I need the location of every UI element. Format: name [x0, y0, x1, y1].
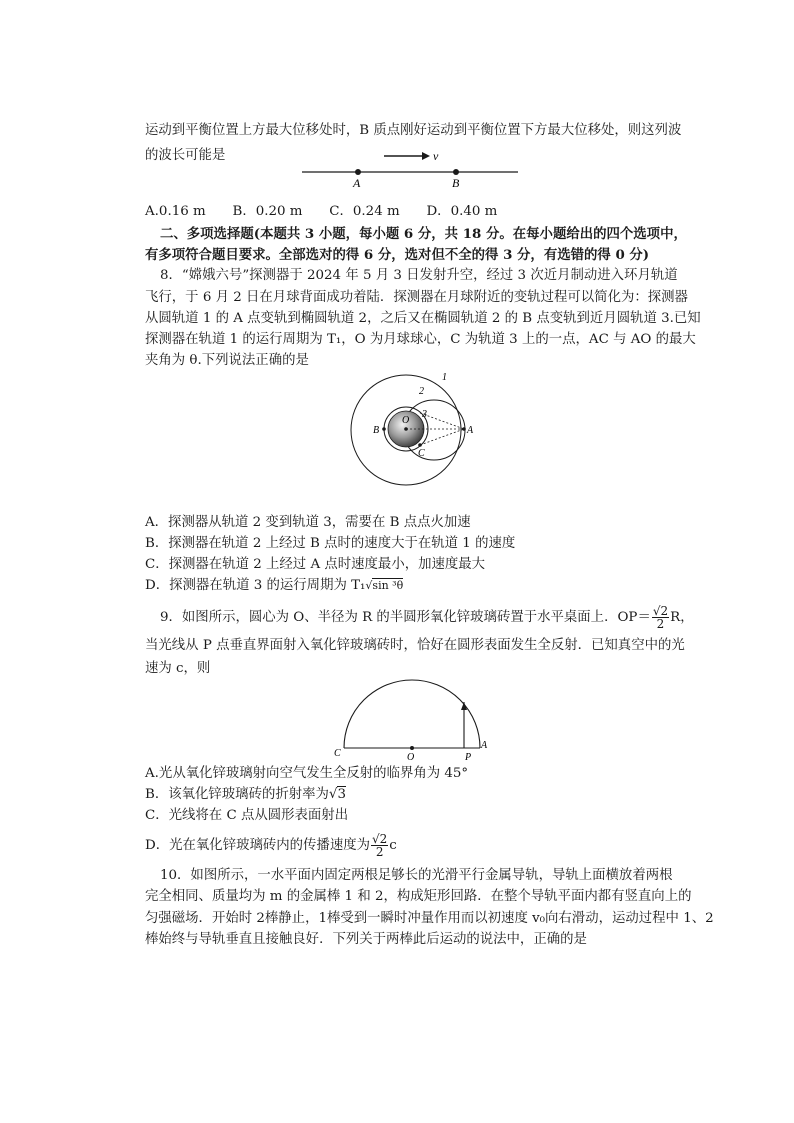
point-a-label: A — [353, 176, 361, 190]
q9-option-b-text: B．该氧化锌玻璃砖的折射率为 — [145, 787, 329, 802]
q8-option-d-radicand: sin ³θ — [372, 579, 404, 592]
q7-options: A.0.16 m B．0.20 m C．0.24 m D．0.40 m — [145, 204, 498, 219]
q10-stem-line-1: 10．如图所示，一水平面内固定两根足够长的光滑平行金属导轨，导轨上面横放着两根 — [160, 868, 673, 883]
point-b-label: B — [452, 176, 460, 190]
q7-stem-line-1: 运动到平衡位置上方最大位移处时，B 质点刚好运动到平衡位置下方最大位移处，则这列波 — [145, 123, 682, 138]
q10-stem-line-2: 完全相同、质量均为 m 的金属棒 1 和 2，构成矩形回路．在整个导轨平面内都有竖直向上的 — [145, 889, 692, 904]
velocity-label: v — [433, 149, 439, 163]
q9-fraction-numerator: √2 — [652, 604, 669, 618]
q9-option-d-fraction — [371, 833, 388, 858]
point-b-label: B — [373, 425, 380, 436]
q10-stem-line-3: 匀强磁场．开始时 2棒静止，1棒受到一瞬时冲量作用而以初速度 v₀向右滑动，运动过程中 1、2 — [145, 911, 714, 926]
q7-stem-line-2: 的波长可能是 — [145, 148, 226, 163]
center-o-dot — [410, 746, 414, 750]
point-a-label: A — [467, 425, 474, 436]
semicircle-figure — [330, 678, 490, 762]
point-a-dot — [355, 169, 361, 175]
orbit-3-label: 3 — [422, 409, 427, 420]
q9-option-b: B．该氧化锌玻璃砖的折射率为√3 — [145, 787, 346, 802]
point-p-label: P — [465, 752, 472, 762]
q9-option-a: A.光从氧化锌玻璃射向空气发生全反射的临界角为 45° — [145, 766, 469, 781]
q8-option-c: C．探测器在轨道 2 上经过 A 点时速度最小，加速度最大 — [145, 557, 486, 572]
point-b-dot — [453, 169, 459, 175]
q8-stem-line-4: 探测器在轨道 1 的运行周期为 T₁，O 为月球球心，C 为轨道 3 上的一点，AC 与 AO 的最大 — [145, 332, 696, 347]
q9-stem-line-1 — [160, 605, 694, 630]
wave-figure — [298, 146, 523, 194]
orbit-figure — [314, 372, 482, 490]
q9-stem-line-1-end: R， — [670, 610, 694, 625]
point-b-dot — [382, 427, 386, 431]
q8-option-b: B．探测器在轨道 2 上经过 B 点时的速度大于在轨道 1 的速度 — [145, 536, 516, 551]
q9-option-d-denominator: 2 — [375, 845, 384, 859]
q9-fraction-denominator: 2 — [656, 617, 665, 631]
center-o-dot — [404, 427, 408, 431]
q8-option-d: D．探测器在轨道 3 的运行周期为 T₁√sin ³θ — [145, 578, 404, 593]
q8-option-d-text: D．探测器在轨道 3 的运行周期为 T₁ — [145, 578, 366, 593]
orbit-2-label: 2 — [419, 386, 424, 397]
q8-stem-line-5: 夹角为 θ.下列说法正确的是 — [145, 353, 309, 368]
q9-option-d-end: c — [389, 838, 397, 853]
q9-stem-line-2: 当光线从 P 点垂直界面射入氧化锌玻璃砖时，恰好在圆形表面发生全反射．已知真空中的光 — [145, 638, 685, 653]
q9-fraction — [652, 605, 669, 630]
center-o-label: O — [402, 415, 410, 426]
center-o-label: O — [407, 752, 415, 762]
section2-heading-line-1: 二、多项选择题(本题共 3 小题，每小题 6 分，共 18 分。在每小题给出的四个选项中， — [160, 226, 687, 242]
point-a-label: A — [481, 740, 488, 751]
q9-option-d-numerator: √2 — [372, 832, 388, 846]
q8-option-a: A．探测器从轨道 2 变到轨道 3，需要在 B 点点火加速 — [145, 515, 471, 530]
section2-heading-line-2: 有多项符合题目要求。全部选对的得 6 分，选对但不全的得 3 分，有选错的得 0 分) — [145, 247, 650, 263]
q9-option-d — [145, 833, 397, 858]
q8-stem-line-3: 从圆轨道 1 的 A 点变轨到椭圆轨道 2，之后又在椭圆轨道 2 的 B 点变轨到近月圆轨道 3.已知 — [145, 311, 701, 326]
q9-option-c: C．光线将在 C 点从圆形表面射出 — [145, 808, 349, 823]
q9-stem-line-1-text: 9．如图所示，圆心为 O、半径为 R 的半圆形氧化锌玻璃砖置于水平桌面上．OP＝ — [160, 610, 651, 625]
q10-stem-line-4: 棒始终与导轨垂直且接触良好．下列关于两棒此后运动的说法中，正确的是 — [145, 932, 587, 947]
q9-option-b-radicand: 3 — [337, 787, 346, 802]
point-a-dot — [462, 427, 466, 431]
q8-stem-line-1: 8．“嫦娥六号”探测器于 2024 年 5 月 3 日发射升空，经过 3 次近月制动进入环月轨道 — [160, 268, 678, 283]
q9-option-d-text: D．光在氧化锌玻璃砖内的传播速度为 — [145, 838, 370, 853]
point-c-label: C — [418, 448, 425, 459]
point-c-dot — [418, 443, 422, 447]
q8-stem-line-2: 飞行，于 6 月 2 日在月球背面成功着陆．探测器在月球附近的变轨过程可以简化为：探测器 — [145, 290, 688, 305]
point-c-label: C — [334, 748, 341, 759]
orbit-1-label: 1 — [442, 372, 447, 383]
q9-stem-line-3: 速为 c，则 — [145, 661, 211, 676]
